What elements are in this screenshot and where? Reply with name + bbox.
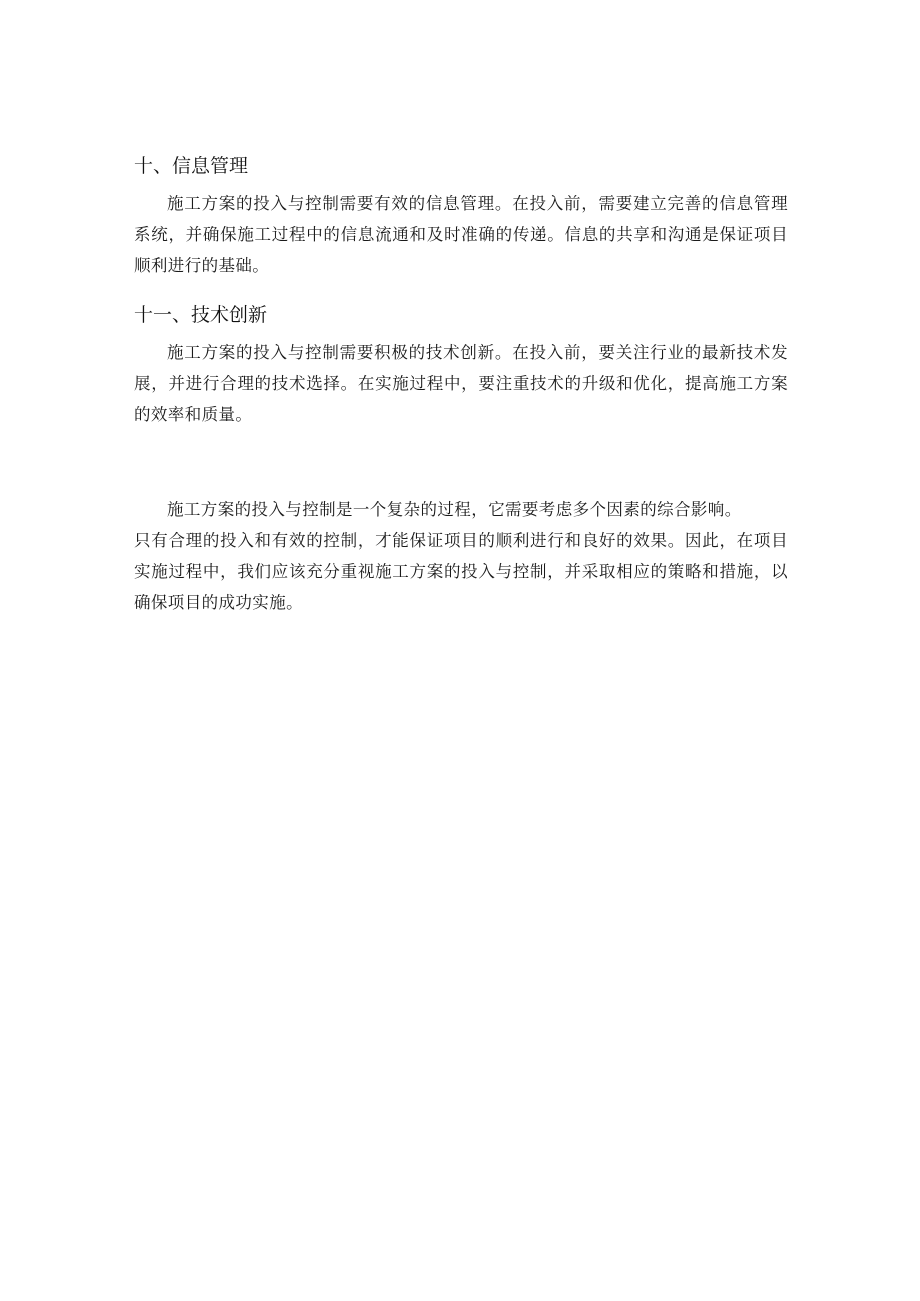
- section-paragraph: 施工方案的投入与控制需要有效的信息管理。在投入前，需要建立完善的信息管理系统，并确保施工过程中的信息流通和及时准确的传递。信息的共享和沟通是保证项目顺利进行的基础。: [134, 194, 788, 275]
- section-heading: 十一、技术创新: [134, 304, 268, 326]
- conclusion-paragraph: 只有合理的投入和有效的控制，才能保证项目的顺利进行和良好的效果。因此，在项目实施过程中，我们应该充分重视施工方案的投入与控制，并采取相应的策略和措施，以确保项目的成功实施。: [134, 531, 788, 612]
- document-body: [134, 150, 788, 618]
- section-heading: 十、信息管理: [134, 155, 249, 177]
- conclusion: [134, 494, 788, 618]
- section-information-management: [134, 150, 788, 281]
- section-technical-innovation: [134, 299, 788, 430]
- conclusion-first-line: 施工方案的投入与控制是一个复杂的过程，它需要考虑多个因素的综合影响。: [167, 500, 742, 519]
- section-paragraph: 施工方案的投入与控制需要积极的技术创新。在投入前，要关注行业的最新技术发展，并进行合理的技术选择。在实施过程中，要注重技术的升级和优化，提高施工方案的效率和质量。: [134, 343, 788, 424]
